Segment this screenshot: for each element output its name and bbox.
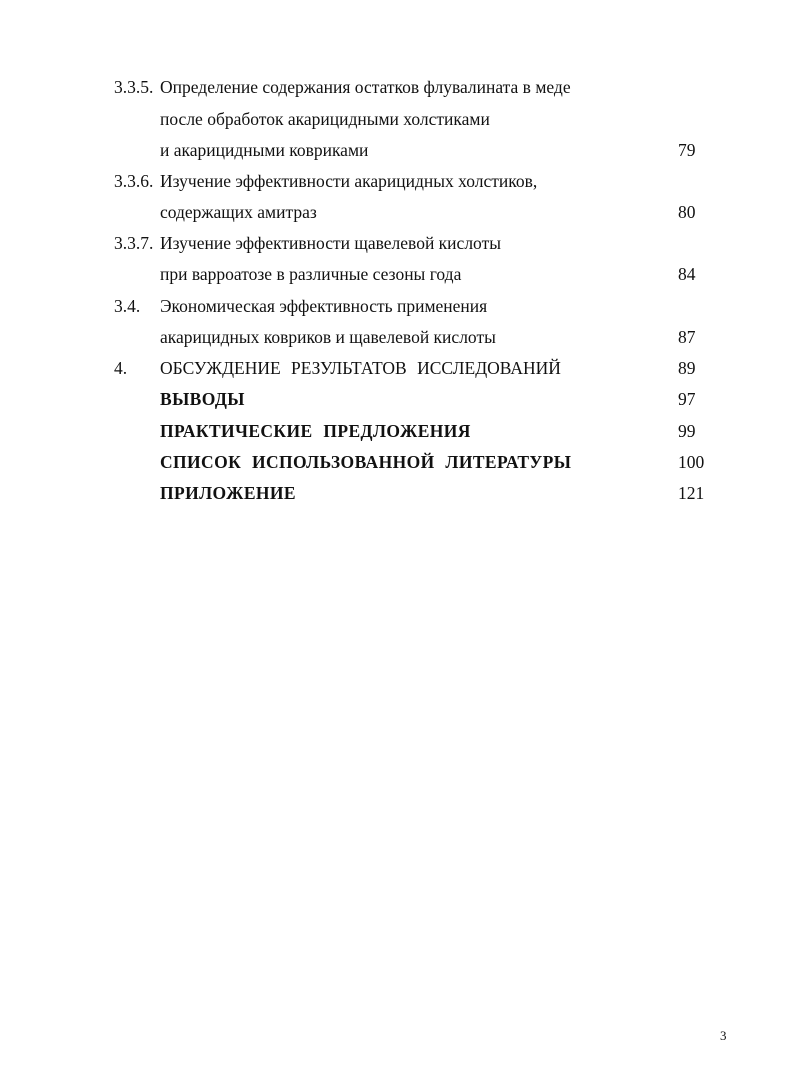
toc-page-number: 99 <box>678 421 696 441</box>
toc-entry-text: ВЫВОДЫ <box>160 389 245 409</box>
toc-entry-number: 3.3.5. <box>114 77 154 97</box>
toc-page-number: 121 <box>678 483 705 503</box>
toc-entry-number: 3.3.6. <box>114 171 154 191</box>
toc-entry-references <box>0 447 792 477</box>
toc-entry-text: Изучение эффективности щавелевой кислоты <box>160 233 501 253</box>
toc-entry-text: при варроатозе в различные сезоны года <box>160 264 462 284</box>
toc-entry-3-4 <box>0 291 792 321</box>
toc-entry-number: 3.4. <box>114 296 141 316</box>
toc-entry-text: СПИСОК ИСПОЛЬЗОВАННОЙ ЛИТЕРАТУРЫ <box>160 452 572 472</box>
toc-entry-continuation <box>0 104 792 134</box>
toc-entry-conclusions <box>0 384 792 414</box>
toc-entry-appendix <box>0 478 792 508</box>
toc-entry-4 <box>0 353 792 383</box>
toc-entry-number: 3.3.7. <box>114 233 154 253</box>
toc-entry-practical-proposals <box>0 416 792 446</box>
toc-entry-continuation <box>0 259 792 289</box>
toc-entry-3-3-5 <box>0 72 792 102</box>
toc-entry-text: акарицидных ковриков и щавелевой кислоты <box>160 327 496 347</box>
toc-page-number: 87 <box>678 327 696 347</box>
toc-entry-continuation <box>0 197 792 227</box>
toc-entry-text: после обработок акарицидными холстиками <box>160 109 490 129</box>
toc-page-number: 100 <box>678 452 705 472</box>
toc-entry-text: Определение содержания остатков флувалината в меде <box>160 77 571 97</box>
toc-entry-number: 4. <box>114 358 128 378</box>
toc-entry-text: ОБСУЖДЕНИЕ РЕЗУЛЬТАТОВ ИССЛЕДОВАНИЙ <box>160 358 561 378</box>
toc-entry-3-3-6 <box>0 166 792 196</box>
toc-entry-text: ПРАКТИЧЕСКИЕ ПРЕДЛОЖЕНИЯ <box>160 421 471 441</box>
toc-page-number: 80 <box>678 202 696 222</box>
toc-entry-text: содержащих амитраз <box>160 202 317 222</box>
toc-entry-continuation <box>0 322 792 352</box>
toc-page-number: 97 <box>678 389 696 409</box>
page-number: 3 <box>720 1028 727 1043</box>
toc-entry-text: ПРИЛОЖЕНИЕ <box>160 483 297 503</box>
toc-entry-continuation <box>0 135 792 165</box>
toc-entry-text: Изучение эффективности акарицидных холстиков, <box>160 171 538 191</box>
toc-page-number: 84 <box>678 264 696 284</box>
toc-entry-3-3-7 <box>0 228 792 258</box>
toc-entry-text: Экономическая эффективность применения <box>160 296 488 316</box>
toc-page-number: 89 <box>678 358 696 378</box>
toc-entry-text: и акарицидными ковриками <box>160 140 369 160</box>
toc-page-number: 79 <box>678 140 696 160</box>
